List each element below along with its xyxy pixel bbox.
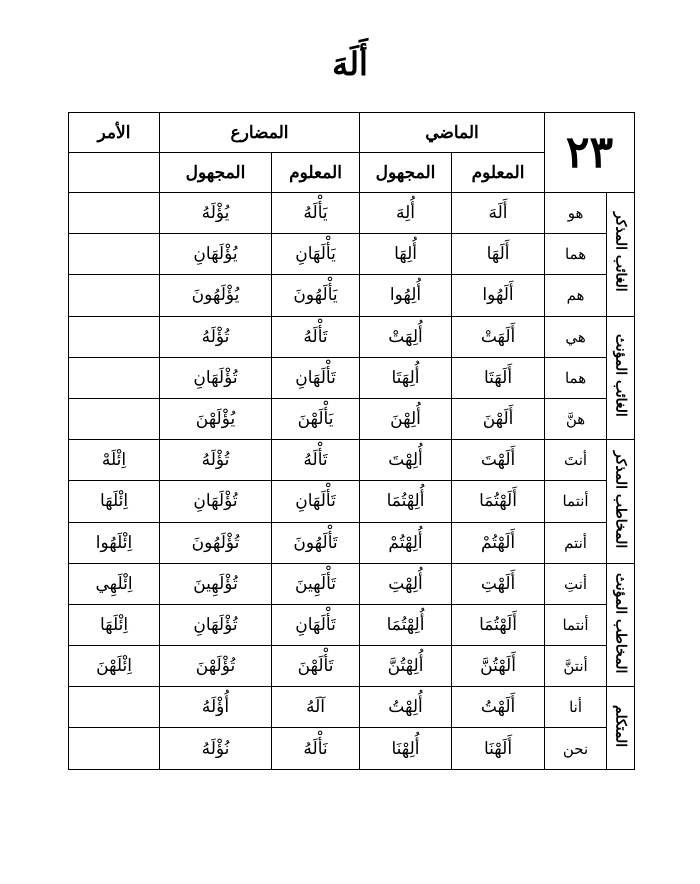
table-row <box>69 563 635 604</box>
madi-majhul-cell: أُلِهْتُ <box>360 687 452 728</box>
madi-malum-cell: أَلَهْتِ <box>452 563 545 604</box>
mudari-majhul-cell: يُؤْلَهَانِ <box>160 234 272 275</box>
madi-malum-cell: أَلَهَتْ <box>452 316 545 357</box>
amr-cell <box>69 687 160 728</box>
amr-cell: اِئْلَهْنَ <box>69 646 160 687</box>
amr-cell <box>69 316 160 357</box>
amr-cell <box>69 234 160 275</box>
pronoun-cell: هنَّ <box>545 398 607 439</box>
madi-malum-cell: أَلَهْتَ <box>452 440 545 481</box>
table-row <box>69 357 635 398</box>
mudari-majhul-cell: تُؤْلَهَانِ <box>160 357 272 398</box>
amr-cell: اِئْلَهُوا <box>69 522 160 563</box>
madi-malum-cell: أَلَهْتُمَا <box>452 481 545 522</box>
mudari-majhul-cell: تُؤْلَهْنَ <box>160 646 272 687</box>
pronoun-cell: أنتم <box>545 522 607 563</box>
person-group-label <box>607 563 635 687</box>
madi-majhul-header: المجهول <box>360 153 452 193</box>
madi-malum-cell: أَلَهْنَ <box>452 398 545 439</box>
madi-majhul-cell: أُلِهْنَ <box>360 398 452 439</box>
table-row <box>69 275 635 316</box>
amr-cell <box>69 398 160 439</box>
mudari-malum-cell: يَأْلَهُ <box>272 193 360 234</box>
madi-majhul-cell: أُلِهَا <box>360 234 452 275</box>
pronoun-cell: أنا <box>545 687 607 728</box>
person-group-text: المخاطب المؤنث <box>612 572 629 674</box>
mudari-malum-cell: تَأْلَهْنَ <box>272 646 360 687</box>
mudari-malum-cell: نَأْلَهُ <box>272 728 360 769</box>
page-title: أَلَهَ <box>332 45 368 83</box>
madi-majhul-cell: أُلِهَتَا <box>360 357 452 398</box>
person-group-label <box>607 440 635 564</box>
amr-cell: اِئْلَهَا <box>69 604 160 645</box>
mudari-majhul-cell: يُؤْلَهُ <box>160 193 272 234</box>
madi-malum-cell: أَلَهْنَا <box>452 728 545 769</box>
mudari-malum-cell: تَأْلَهِينَ <box>272 563 360 604</box>
person-group-text: المتكلم <box>612 704 629 748</box>
madi-majhul-cell: أُلِهَ <box>360 193 452 234</box>
madi-majhul-cell: أُلِهُوا <box>360 275 452 316</box>
table-row <box>69 398 635 439</box>
mudari-malum-cell: تَأْلَهَانِ <box>272 481 360 522</box>
pronoun-cell: هم <box>545 275 607 316</box>
pronoun-cell: نحن <box>545 728 607 769</box>
mudari-majhul-cell: تُؤْلَهِينَ <box>160 563 272 604</box>
person-group-label <box>607 687 635 769</box>
mudari-majhul-cell: نُؤْلَهُ <box>160 728 272 769</box>
madi-malum-cell: أَلَهْتُ <box>452 687 545 728</box>
madi-malum-cell: أَلَهْتُمَا <box>452 604 545 645</box>
mudari-malum-header: المعلوم <box>272 153 360 193</box>
pronoun-cell: أنتِ <box>545 563 607 604</box>
table-row <box>69 728 635 769</box>
madi-malum-cell: أَلَهَا <box>452 234 545 275</box>
mudari-malum-cell: آلَهُ <box>272 687 360 728</box>
person-group-label <box>607 193 635 317</box>
madi-majhul-cell: أُلِهْتِ <box>360 563 452 604</box>
mudari-majhul-cell: تُؤْلَهُ <box>160 316 272 357</box>
mudari-majhul-cell: تُؤْلَهَانِ <box>160 604 272 645</box>
mudari-malum-cell: تَأْلَهُ <box>272 316 360 357</box>
madi-majhul-cell: أُلِهْنَا <box>360 728 452 769</box>
header-row <box>69 113 635 153</box>
amr-cell: اِئْلَهْ <box>69 440 160 481</box>
amr-cell <box>69 275 160 316</box>
madi-majhul-cell: أُلِهْتُمَا <box>360 481 452 522</box>
pronoun-cell: هو <box>545 193 607 234</box>
mudari-majhul-cell: أُؤْلَهُ <box>160 687 272 728</box>
pronoun-cell: أنتَ <box>545 440 607 481</box>
pronoun-cell: أنتنَّ <box>545 646 607 687</box>
table-number: ٢٣ <box>545 113 635 193</box>
mudari-malum-cell: تَأْلَهَانِ <box>272 357 360 398</box>
person-group-text: الغائب المذكر <box>612 212 629 293</box>
person-group-text: الغائب المؤنث <box>612 334 629 418</box>
madi-malum-cell: أَلَهْتُمْ <box>452 522 545 563</box>
mudari-malum-cell: تَأْلَهُونَ <box>272 522 360 563</box>
table-row <box>69 604 635 645</box>
table-row <box>69 687 635 728</box>
pronoun-cell: هما <box>545 234 607 275</box>
conjugation-table-body <box>69 113 635 770</box>
amr-cell: اِئْلَهَا <box>69 481 160 522</box>
conjugation-table <box>68 112 635 770</box>
madi-malum-cell: أَلَهَ <box>452 193 545 234</box>
amr-cell: اِئْلَهِي <box>69 563 160 604</box>
table-row <box>69 646 635 687</box>
madi-majhul-cell: أُلِهْتَ <box>360 440 452 481</box>
madi-majhul-cell: أُلِهَتْ <box>360 316 452 357</box>
mudari-majhul-cell: تُؤْلَهَانِ <box>160 481 272 522</box>
mudari-malum-cell: تَأْلَهُ <box>272 440 360 481</box>
madi-malum-cell: أَلَهَتَا <box>452 357 545 398</box>
pronoun-cell: أنتما <box>545 481 607 522</box>
pronoun-cell: هي <box>545 316 607 357</box>
amr-header: الأمر <box>69 113 160 153</box>
pronoun-cell: أنتما <box>545 604 607 645</box>
madi-majhul-cell: أُلِهْتُمَا <box>360 604 452 645</box>
madi-majhul-cell: أُلِهْتُمْ <box>360 522 452 563</box>
mudari-majhul-cell: يُؤْلَهُونَ <box>160 275 272 316</box>
table-row <box>69 440 635 481</box>
table-row <box>69 193 635 234</box>
madi-malum-header: المعلوم <box>452 153 545 193</box>
madi-header: الماضي <box>360 113 545 153</box>
madi-malum-cell: أَلَهْتُنَّ <box>452 646 545 687</box>
table-row <box>69 522 635 563</box>
mudari-malum-cell: يَأْلَهُونَ <box>272 275 360 316</box>
madi-majhul-cell: أُلِهْتُنَّ <box>360 646 452 687</box>
table-row <box>69 481 635 522</box>
amr-subheader-empty <box>69 153 160 193</box>
mudari-majhul-cell: تُؤْلَهُونَ <box>160 522 272 563</box>
mudari-malum-cell: يَأْلَهْنَ <box>272 398 360 439</box>
amr-cell <box>69 193 160 234</box>
mudari-majhul-cell: يُؤْلَهْنَ <box>160 398 272 439</box>
person-group-label <box>607 316 635 440</box>
mudari-malum-cell: تَأْلَهَانِ <box>272 604 360 645</box>
mudari-majhul-header: المجهول <box>160 153 272 193</box>
pronoun-cell: هما <box>545 357 607 398</box>
amr-cell <box>69 728 160 769</box>
table-row <box>69 316 635 357</box>
table-row <box>69 234 635 275</box>
mudari-header: المضارع <box>160 113 360 153</box>
mudari-majhul-cell: تُؤْلَهُ <box>160 440 272 481</box>
person-group-text: المخاطب المذكر <box>612 450 629 549</box>
madi-malum-cell: أَلَهُوا <box>452 275 545 316</box>
mudari-malum-cell: يَأْلَهَانِ <box>272 234 360 275</box>
amr-cell <box>69 357 160 398</box>
